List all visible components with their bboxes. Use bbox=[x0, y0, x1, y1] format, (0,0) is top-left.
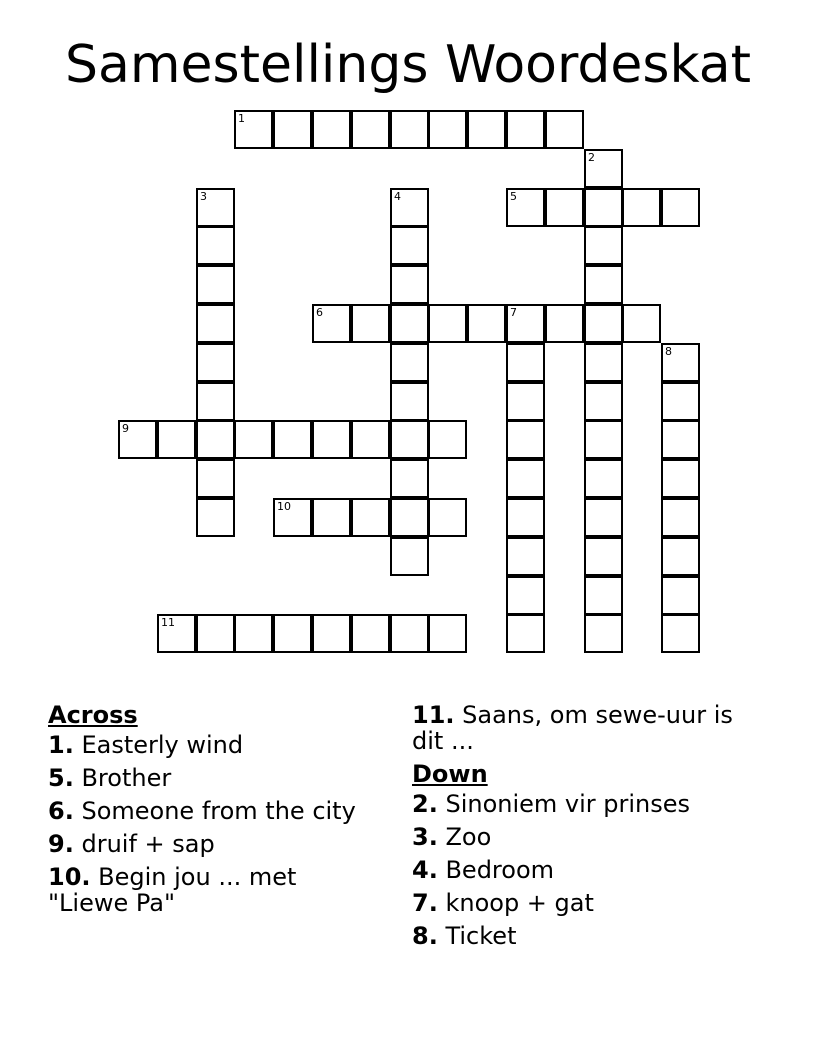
grid-cell[interactable] bbox=[584, 498, 623, 537]
cell-number: 9 bbox=[122, 422, 129, 435]
grid-cell[interactable] bbox=[157, 420, 196, 459]
grid-cell[interactable] bbox=[390, 614, 429, 653]
grid-cell[interactable] bbox=[506, 614, 545, 653]
clue-across-10: 10. Begin jou ... met "Liewe Pa" bbox=[48, 863, 297, 917]
grid-cell[interactable] bbox=[622, 304, 661, 343]
grid-cell[interactable] bbox=[196, 420, 235, 459]
grid-cell[interactable] bbox=[196, 265, 235, 304]
grid-cell[interactable] bbox=[390, 382, 429, 421]
grid-cell[interactable] bbox=[273, 614, 312, 653]
grid-cell[interactable] bbox=[273, 420, 312, 459]
clue-across-11: 11. Saans, om sewe-uur is dit ... bbox=[412, 701, 733, 755]
grid-cell[interactable] bbox=[661, 576, 700, 615]
grid-cell[interactable] bbox=[661, 343, 700, 382]
grid-cell[interactable] bbox=[428, 110, 467, 149]
down-heading: Down bbox=[412, 760, 488, 788]
grid-cell[interactable] bbox=[234, 420, 273, 459]
cell-number: 6 bbox=[316, 306, 323, 319]
grid-cell[interactable] bbox=[622, 188, 661, 227]
clue-down-2: 2. Sinoniem vir prinses bbox=[412, 790, 691, 818]
grid-cell[interactable] bbox=[506, 576, 545, 615]
grid-cell[interactable] bbox=[196, 614, 235, 653]
cell-number: 8 bbox=[665, 345, 672, 358]
grid-cell[interactable] bbox=[467, 304, 506, 343]
grid-cell[interactable] bbox=[428, 420, 467, 459]
grid-cell[interactable] bbox=[196, 498, 235, 537]
grid-cell[interactable] bbox=[390, 226, 429, 265]
grid-cell[interactable] bbox=[312, 420, 351, 459]
grid-cell[interactable] bbox=[661, 459, 700, 498]
grid-cell[interactable] bbox=[661, 614, 700, 653]
grid-cell[interactable] bbox=[390, 110, 429, 149]
grid-cell[interactable] bbox=[390, 343, 429, 382]
page-title: Samestellings Woordeskat bbox=[65, 35, 751, 95]
grid-cell[interactable] bbox=[584, 459, 623, 498]
clue-across-6: 6. Someone from the city bbox=[48, 797, 356, 825]
grid-cell[interactable] bbox=[584, 614, 623, 653]
grid-cell[interactable] bbox=[506, 110, 545, 149]
cell-number: 11 bbox=[161, 616, 175, 629]
clue-column-left bbox=[48, 702, 378, 923]
grid-cell[interactable] bbox=[234, 110, 273, 149]
grid-cell[interactable] bbox=[661, 498, 700, 537]
cell-number: 7 bbox=[510, 306, 517, 319]
grid-cell[interactable] bbox=[351, 498, 390, 537]
grid-cell[interactable] bbox=[428, 614, 467, 653]
grid-cell[interactable] bbox=[196, 382, 235, 421]
grid-cell[interactable] bbox=[584, 537, 623, 576]
grid-cell[interactable] bbox=[157, 614, 196, 653]
grid-cell[interactable] bbox=[428, 304, 467, 343]
grid-cell[interactable] bbox=[196, 188, 235, 227]
grid-cell[interactable] bbox=[312, 110, 351, 149]
clue-down-4: 4. Bedroom bbox=[412, 856, 555, 884]
grid-cell[interactable] bbox=[584, 265, 623, 304]
grid-cell[interactable] bbox=[234, 614, 273, 653]
clue-across-1: 1. Easterly wind bbox=[48, 731, 244, 759]
grid-cell[interactable] bbox=[312, 614, 351, 653]
grid-cell[interactable] bbox=[584, 343, 623, 382]
grid-cell[interactable] bbox=[584, 188, 623, 227]
grid-cell[interactable] bbox=[196, 226, 235, 265]
grid-cell[interactable] bbox=[545, 110, 584, 149]
grid-cell[interactable] bbox=[312, 498, 351, 537]
grid-cell[interactable] bbox=[584, 420, 623, 459]
grid-cell[interactable] bbox=[351, 110, 390, 149]
grid-cell[interactable] bbox=[584, 304, 623, 343]
grid-cell[interactable] bbox=[506, 304, 545, 343]
grid-cell[interactable] bbox=[351, 420, 390, 459]
grid-cell[interactable] bbox=[661, 382, 700, 421]
grid-cell[interactable] bbox=[351, 304, 390, 343]
grid-cell[interactable] bbox=[196, 459, 235, 498]
grid-cell[interactable] bbox=[506, 343, 545, 382]
grid-cell[interactable] bbox=[661, 537, 700, 576]
grid-cell[interactable] bbox=[545, 188, 584, 227]
grid-cell[interactable] bbox=[584, 576, 623, 615]
grid-cell[interactable] bbox=[661, 188, 700, 227]
grid-cell[interactable] bbox=[390, 498, 429, 537]
grid-cell[interactable] bbox=[196, 343, 235, 382]
grid-cell[interactable] bbox=[390, 188, 429, 227]
grid-cell[interactable] bbox=[545, 304, 584, 343]
grid-cell[interactable] bbox=[390, 537, 429, 576]
grid-cell[interactable] bbox=[428, 498, 467, 537]
grid-cell[interactable] bbox=[390, 265, 429, 304]
cell-number: 5 bbox=[510, 190, 517, 203]
grid-cell[interactable] bbox=[351, 614, 390, 653]
grid-cell[interactable] bbox=[196, 304, 235, 343]
cell-number: 10 bbox=[277, 500, 291, 513]
clue-down-8: 8. Ticket bbox=[412, 922, 517, 950]
grid-cell[interactable] bbox=[312, 304, 351, 343]
grid-cell[interactable] bbox=[273, 110, 312, 149]
across-heading: Across bbox=[48, 701, 138, 729]
grid-cell[interactable] bbox=[506, 382, 545, 421]
cell-number: 2 bbox=[588, 151, 595, 164]
grid-cell[interactable] bbox=[506, 537, 545, 576]
clue-across-5: 5. Brother bbox=[48, 764, 172, 792]
grid-cell[interactable] bbox=[273, 498, 312, 537]
clue-across-9: 9. druif + sap bbox=[48, 830, 215, 858]
clue-down-7: 7. knoop + gat bbox=[412, 889, 594, 917]
grid-cell[interactable] bbox=[584, 382, 623, 421]
grid-cell[interactable] bbox=[390, 459, 429, 498]
grid-cell[interactable] bbox=[390, 420, 429, 459]
grid-cell[interactable] bbox=[661, 420, 700, 459]
grid-cell[interactable] bbox=[467, 110, 506, 149]
cell-number: 4 bbox=[394, 190, 401, 203]
grid-cell[interactable] bbox=[390, 304, 429, 343]
grid-cell[interactable] bbox=[584, 226, 623, 265]
clue-column-right bbox=[412, 702, 752, 956]
grid-cell[interactable] bbox=[118, 420, 157, 459]
grid-cell[interactable] bbox=[506, 498, 545, 537]
cell-number: 1 bbox=[238, 112, 245, 125]
grid-cell[interactable] bbox=[584, 149, 623, 188]
grid-cell[interactable] bbox=[506, 420, 545, 459]
cell-number: 3 bbox=[200, 190, 207, 203]
grid-cell[interactable] bbox=[506, 459, 545, 498]
grid-cell[interactable] bbox=[506, 188, 545, 227]
clue-down-3: 3. Zoo bbox=[412, 823, 492, 851]
